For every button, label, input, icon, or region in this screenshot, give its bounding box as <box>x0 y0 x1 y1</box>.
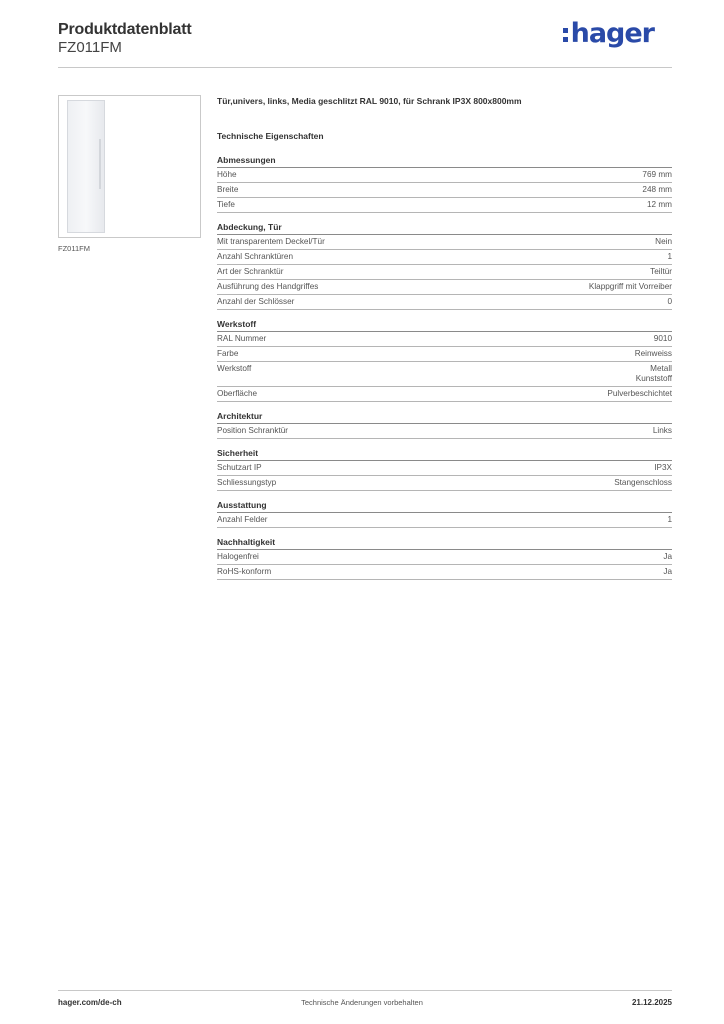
footer-disclaimer: Technische Änderungen vorbehalten <box>301 998 423 1007</box>
section-title: Werkstoff <box>217 319 672 332</box>
logo-dots-icon <box>563 24 569 44</box>
spec-value: 1 <box>667 515 672 524</box>
spec-value: 12 mm <box>646 200 672 209</box>
spec-label: Ausführung des Handgriffes <box>217 282 319 291</box>
spec-row <box>217 250 672 265</box>
spec-row <box>217 387 672 402</box>
spec-label: Halogenfrei <box>217 552 259 561</box>
spec-row <box>217 565 672 580</box>
spec-row <box>217 198 672 213</box>
spec-value: 248 mm <box>642 185 672 194</box>
section-title: Nachhaltigkeit <box>217 537 672 550</box>
spec-label: Art der Schranktür <box>217 267 284 276</box>
product-code: FZ011FM <box>58 39 122 56</box>
spec-value: Teiltür <box>650 267 672 276</box>
spec-value: Nein <box>655 237 672 246</box>
spec-section <box>217 319 672 402</box>
footer-divider <box>58 990 672 991</box>
spec-label: Anzahl der Schlösser <box>217 297 295 306</box>
spec-label: Position Schranktür <box>217 426 288 435</box>
spec-label: Schliessungstyp <box>217 478 277 487</box>
hager-logo <box>563 18 654 49</box>
spec-section <box>217 155 672 213</box>
spec-label: RAL Nummer <box>217 334 267 343</box>
spec-value: Metall Kunststoff <box>635 364 672 383</box>
spec-label: Farbe <box>217 349 239 358</box>
spec-sections <box>217 155 672 580</box>
spec-section <box>217 500 672 528</box>
spec-label: Schutzart IP <box>217 463 262 472</box>
section-title: Ausstattung <box>217 500 672 513</box>
spec-value: IP3X <box>654 463 672 472</box>
page-title: Produktdatenblatt <box>58 21 192 38</box>
spec-section <box>217 537 672 580</box>
spec-row <box>217 550 672 565</box>
spec-row <box>217 295 672 310</box>
spec-row <box>217 513 672 528</box>
spec-label: Tiefe <box>217 200 235 209</box>
section-title: Abmessungen <box>217 155 672 168</box>
spec-row <box>217 332 672 347</box>
spec-row <box>217 362 672 387</box>
spec-label: Werkstoff <box>217 364 252 373</box>
spec-section <box>217 448 672 491</box>
spec-row <box>217 347 672 362</box>
section-title: Abdeckung, Tür <box>217 222 672 235</box>
spec-row <box>217 476 672 491</box>
footer-date: 21.12.2025 <box>631 998 672 1007</box>
section-title: Architektur <box>217 411 672 424</box>
spec-label: RoHS-konform <box>217 567 272 576</box>
section-title: Sicherheit <box>217 448 672 461</box>
spec-label: Oberfläche <box>217 389 258 398</box>
logo-text: hager <box>570 18 654 49</box>
spec-value: Pulverbeschichtet <box>607 389 672 398</box>
product-image-caption: FZ011FM <box>58 244 90 253</box>
spec-value: Klappgriff mit Vorreiber <box>588 282 672 291</box>
spec-label: Anzahl Felder <box>217 515 268 524</box>
spec-row <box>217 461 672 476</box>
spec-value: 9010 <box>653 334 672 343</box>
spec-row <box>217 265 672 280</box>
spec-row <box>217 424 672 439</box>
spec-sheet <box>217 96 672 580</box>
spec-row <box>217 235 672 250</box>
spec-label: Anzahl Schranktüren <box>217 252 294 261</box>
spec-value: Stangenschloss <box>614 478 672 487</box>
spec-label: Breite <box>217 185 239 194</box>
spec-value: 769 mm <box>642 170 672 179</box>
spec-row <box>217 168 672 183</box>
spec-section <box>217 222 672 310</box>
spec-value: Ja <box>663 552 672 561</box>
spec-value: Reinweiss <box>634 349 672 358</box>
tech-properties-heading: Technische Eigenschaften <box>217 131 324 141</box>
spec-label: Höhe <box>217 170 237 179</box>
spec-value: Links <box>652 426 672 435</box>
header-divider <box>58 67 672 68</box>
footer-website: hager.com/de-ch <box>58 998 122 1007</box>
spec-section <box>217 411 672 439</box>
spec-label: Mit transparentem Deckel/Tür <box>217 237 325 246</box>
spec-value: 1 <box>667 252 672 261</box>
product-description: Tür,univers, links, Media geschlitzt RAL 9010, für Schrank IP3X 800x800mm <box>217 96 522 106</box>
spec-row <box>217 183 672 198</box>
cabinet-door-image <box>67 100 105 233</box>
spec-value: Ja <box>663 567 672 576</box>
spec-value: 0 <box>667 297 672 306</box>
spec-row <box>217 280 672 295</box>
